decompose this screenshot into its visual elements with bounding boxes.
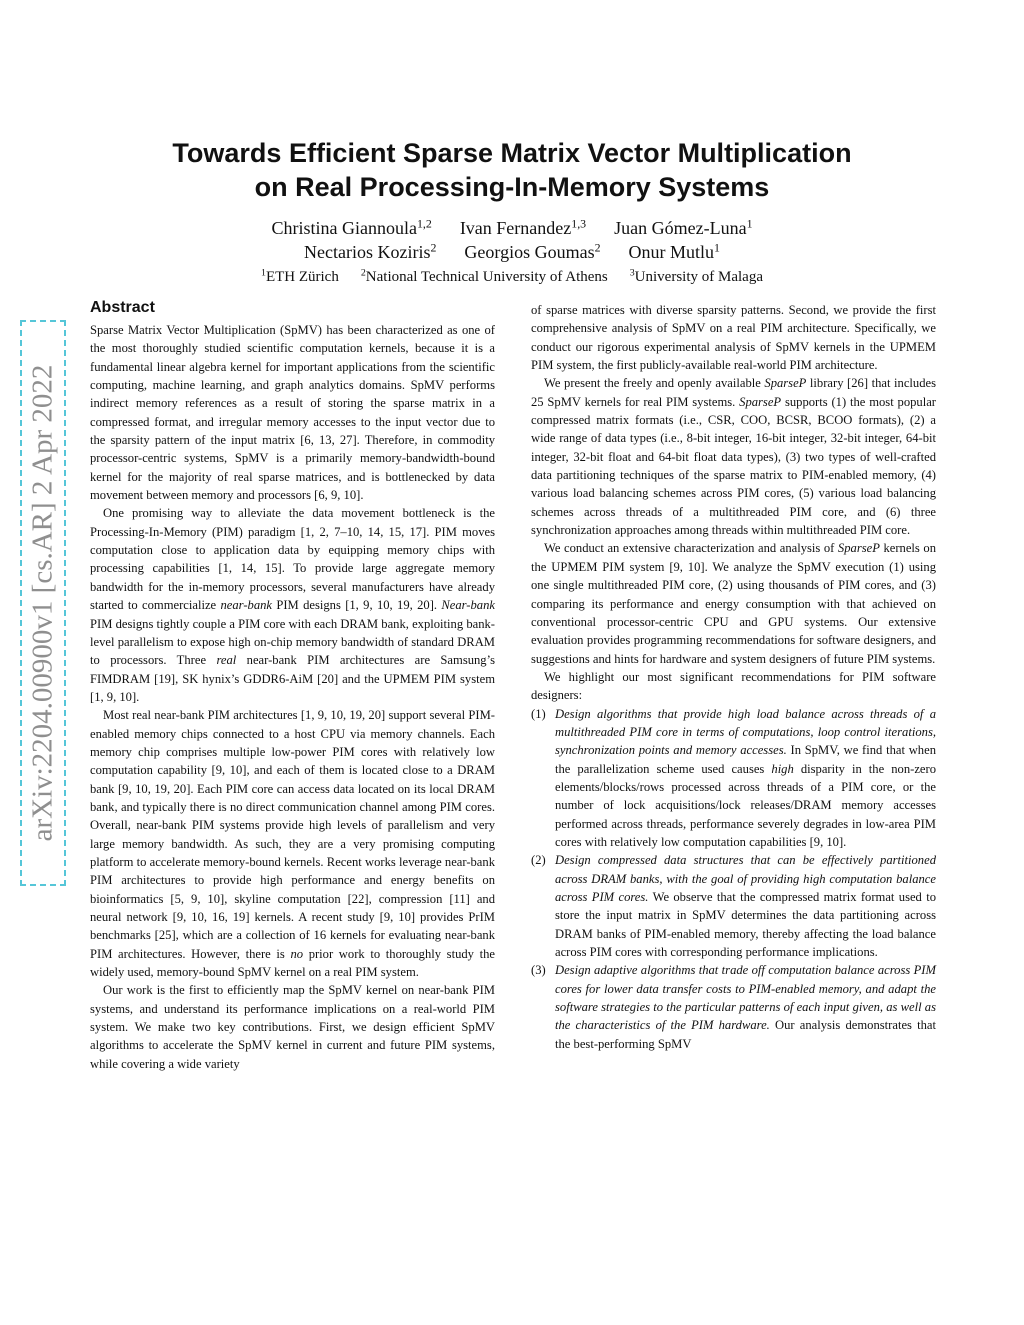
list-item: (2) Design compressed data structures that can be effectively partitioned across DRAM banks, with the goal of providing high computation balance across PIM cores. We observe that the compressed matrix format used to store the input matrix in SpMV determines the data partitioning across DRAM banks of PIM-enabled memory, thereby affecting the load balance across PIM cores with corresponding performance implications.	[531, 853, 936, 960]
paragraph: We highlight our most significant recommendations for PIM software designers:	[531, 669, 936, 703]
paragraph: We present the freely and openly available SparseP library [26] that includes 25 SpMV kernels for real PIM systems. SparseP supports (1) the most popular compressed matrix formats (i.e., CSR, COO, BCSR, BCOO formats), (2) a wide range of data types (i.e., 8-bit integer, 16-bit integer, 32-bit integer, 64-bit integer, 32-bit float and 64-bit float data types), (3) two types of well-crafted data partitioning techniques of the sparse matrix to PIM-enabled memory, (4) various load balancing schemes across PIM cores, (5) various load balancing schemes across threads of a multithreaded PIM core, and (6) three synchronization approaches among threads within multithreaded PIM core.	[531, 376, 937, 538]
list-item: (3) Design adaptive algorithms that trade off computation balance across PIM cores for lower data transfer costs to PIM-enabled memory, and adapt the software strategies to the particular patterns of each input given, as well as the characteristics of the PIM hardware. Our analysis demonstrates that the best-performing SpMV	[531, 963, 936, 1051]
author: Juan Gómez-Luna$^1$	[614, 216, 753, 238]
left-column	[90, 297, 495, 1073]
author-row-2	[100, 240, 924, 264]
paragraph: Our work is the first to efficiently map the SpMV kernel on near-bank PIM systems, and understand its performance implications on a real-world PIM system. We make two key contributions. First, we design efficient SpMV algorithms to accelerate the SpMV kernel in current and future PIM systems, while covering a wide variety	[90, 983, 495, 1071]
arxiv-identifier-text: arXiv:2204.00900v1 [cs.AR] 2 Apr 2022	[26, 364, 59, 842]
paragraph: Sparse Matrix Vector Multiplication (SpMV) has been characterized as one of the most thoroughly studied scientific computation kernels, because it is a fundamental linear algebra kernel for important applications from the scientific computing, machine learning, and graph analytics domains. SpMV performs indirect memory references as a result of storing the sparse matrix in a compressed format, and irregular memory accesses to the input vector due to the sparsity pattern of the input matrix [6, 13, 27]. Therefore, in commodity processor-centric systems, SpMV is a primarily memory-bandwidth-bound kernel for the majority of real sparse matrices, and is bottlenecked by data movement between memory and processors [6, 9, 10].	[90, 323, 495, 503]
arxiv-identifier-stamp	[20, 320, 66, 886]
title-line-1: Towards Efficient Sparse Matrix Vector Multiplication	[172, 138, 852, 168]
affiliation: $^3$University of Malaga	[629, 267, 763, 285]
paragraph: We conduct an extensive characterization and analysis of SparseP kernels on the UPMEM PIM system [9, 10]. We analyze the SpMV execution (1) using one single multithreaded PIM core, (2) using thousands of PIM cores, and (3) comparing its performance and energy consumption with that achieved on conventional processor-centric CPU and GPU systems. Our extensive evaluation provides programming recommendations for software designers, and suggestions and hints for hardware and system designers of future PIM systems.	[531, 541, 936, 666]
author-row-1	[100, 216, 924, 240]
author: Ivan Fernandez$^{1,3}$	[459, 216, 587, 238]
right-column	[531, 301, 936, 1053]
author: Nectarios Koziris$^2$	[304, 240, 437, 262]
paragraph: of sparse matrices with diverse sparsity patterns. Second, we provide the first comprehensive analysis of SpMV on a real PIM architecture. Specifically, we conduct our rigorous experimental analysis of SpMV kernels in the UPMEM PIM system, the first publicly-available real-world PIM architecture.	[531, 303, 936, 373]
title-line-2: on Real Processing-In-Memory Systems	[254, 172, 770, 202]
author: Georgios Goumas$^2$	[464, 240, 601, 262]
recommendation-list	[531, 705, 936, 1054]
paragraph: Most real near-bank PIM architectures [1, 9, 10, 19, 20] support several PIM-enabled memory chips connected to a host CPU via memory channels. Each memory chip comprises multiple low-power PIM cores with relatively low computation capability [9, 10], and each of them is located close to a DRAM bank [9, 10, 19, 20]. Each PIM core can access data located on its local DRAM bank, and typically there is no direct communication channel among PIM cores. Overall, near-bank PIM systems provide high levels of parallelism and very large memory bandwidth. As such, they are a very promising computing platform to accelerate memory-bound kernels. Recent works leverage near-bank PIM architectures to provide high performance and energy benefits on bioinformatics [5, 9, 10], skyline computation [22], compression [11] and neural network [9, 10, 16, 19] kernels. A recent study [9, 10] provides PrIM benchmarks [25], which are a collection of 16 kernels for evaluating near-bank PIM architectures. However, there is no prior work to thoroughly study the widely used, memory-bound SpMV kernel on a real PIM system.	[90, 708, 495, 980]
affiliation: $^1$ETH Zürich	[261, 267, 339, 285]
abstract-heading: Abstract	[90, 299, 155, 316]
author-block	[100, 216, 924, 289]
list-item: (1) Design algorithms that provide high load balance across threads of a multithreaded PIM core in terms of computations, loop control iterations, synchronization points and memory accesses. In SpMV, we find that when the parallelization scheme used causes high disparity in the non-zero elements/blocks/rows processed across threads of a PIM core, or the number of lock acquisitions/lock releases/DRAM memory accesses performed across threads, performance severely degrades in low-area PIM cores with relatively low computation capabilities [9, 10].	[531, 706, 936, 849]
affiliation: $^2$National Technical University of Athens	[360, 267, 608, 285]
author: Onur Mutlu$^1$	[628, 240, 720, 262]
paper-title	[100, 136, 924, 204]
affiliation-row	[100, 265, 924, 289]
paragraph: One promising way to alleviate the data movement bottleneck is the Processing-In-Memory (PIM) paradigm [1, 2, 7–10, 14, 15, 17]. PIM moves computation close to application data by equipping memory chips with processing capabilities [1, 14, 15]. To provide large aggregate memory bandwidth for the in-memory processors, several manufacturers have already started to commercialize near-bank PIM designs [1, 9, 10, 19, 20]. Near-bank PIM designs tightly couple a PIM core with each DRAM bank, exploiting bank-level parallelism to expose high on-chip memory bandwidth of standard DRAM to processors. Three real near-bank PIM architectures are Samsung’s FIMDRAM [19], SK hynix’s GDDR6-AiM [20] and the UPMEM PIM system [1, 9, 10].	[90, 506, 496, 704]
author: Christina Giannoula$^{1,2}$	[271, 216, 432, 238]
